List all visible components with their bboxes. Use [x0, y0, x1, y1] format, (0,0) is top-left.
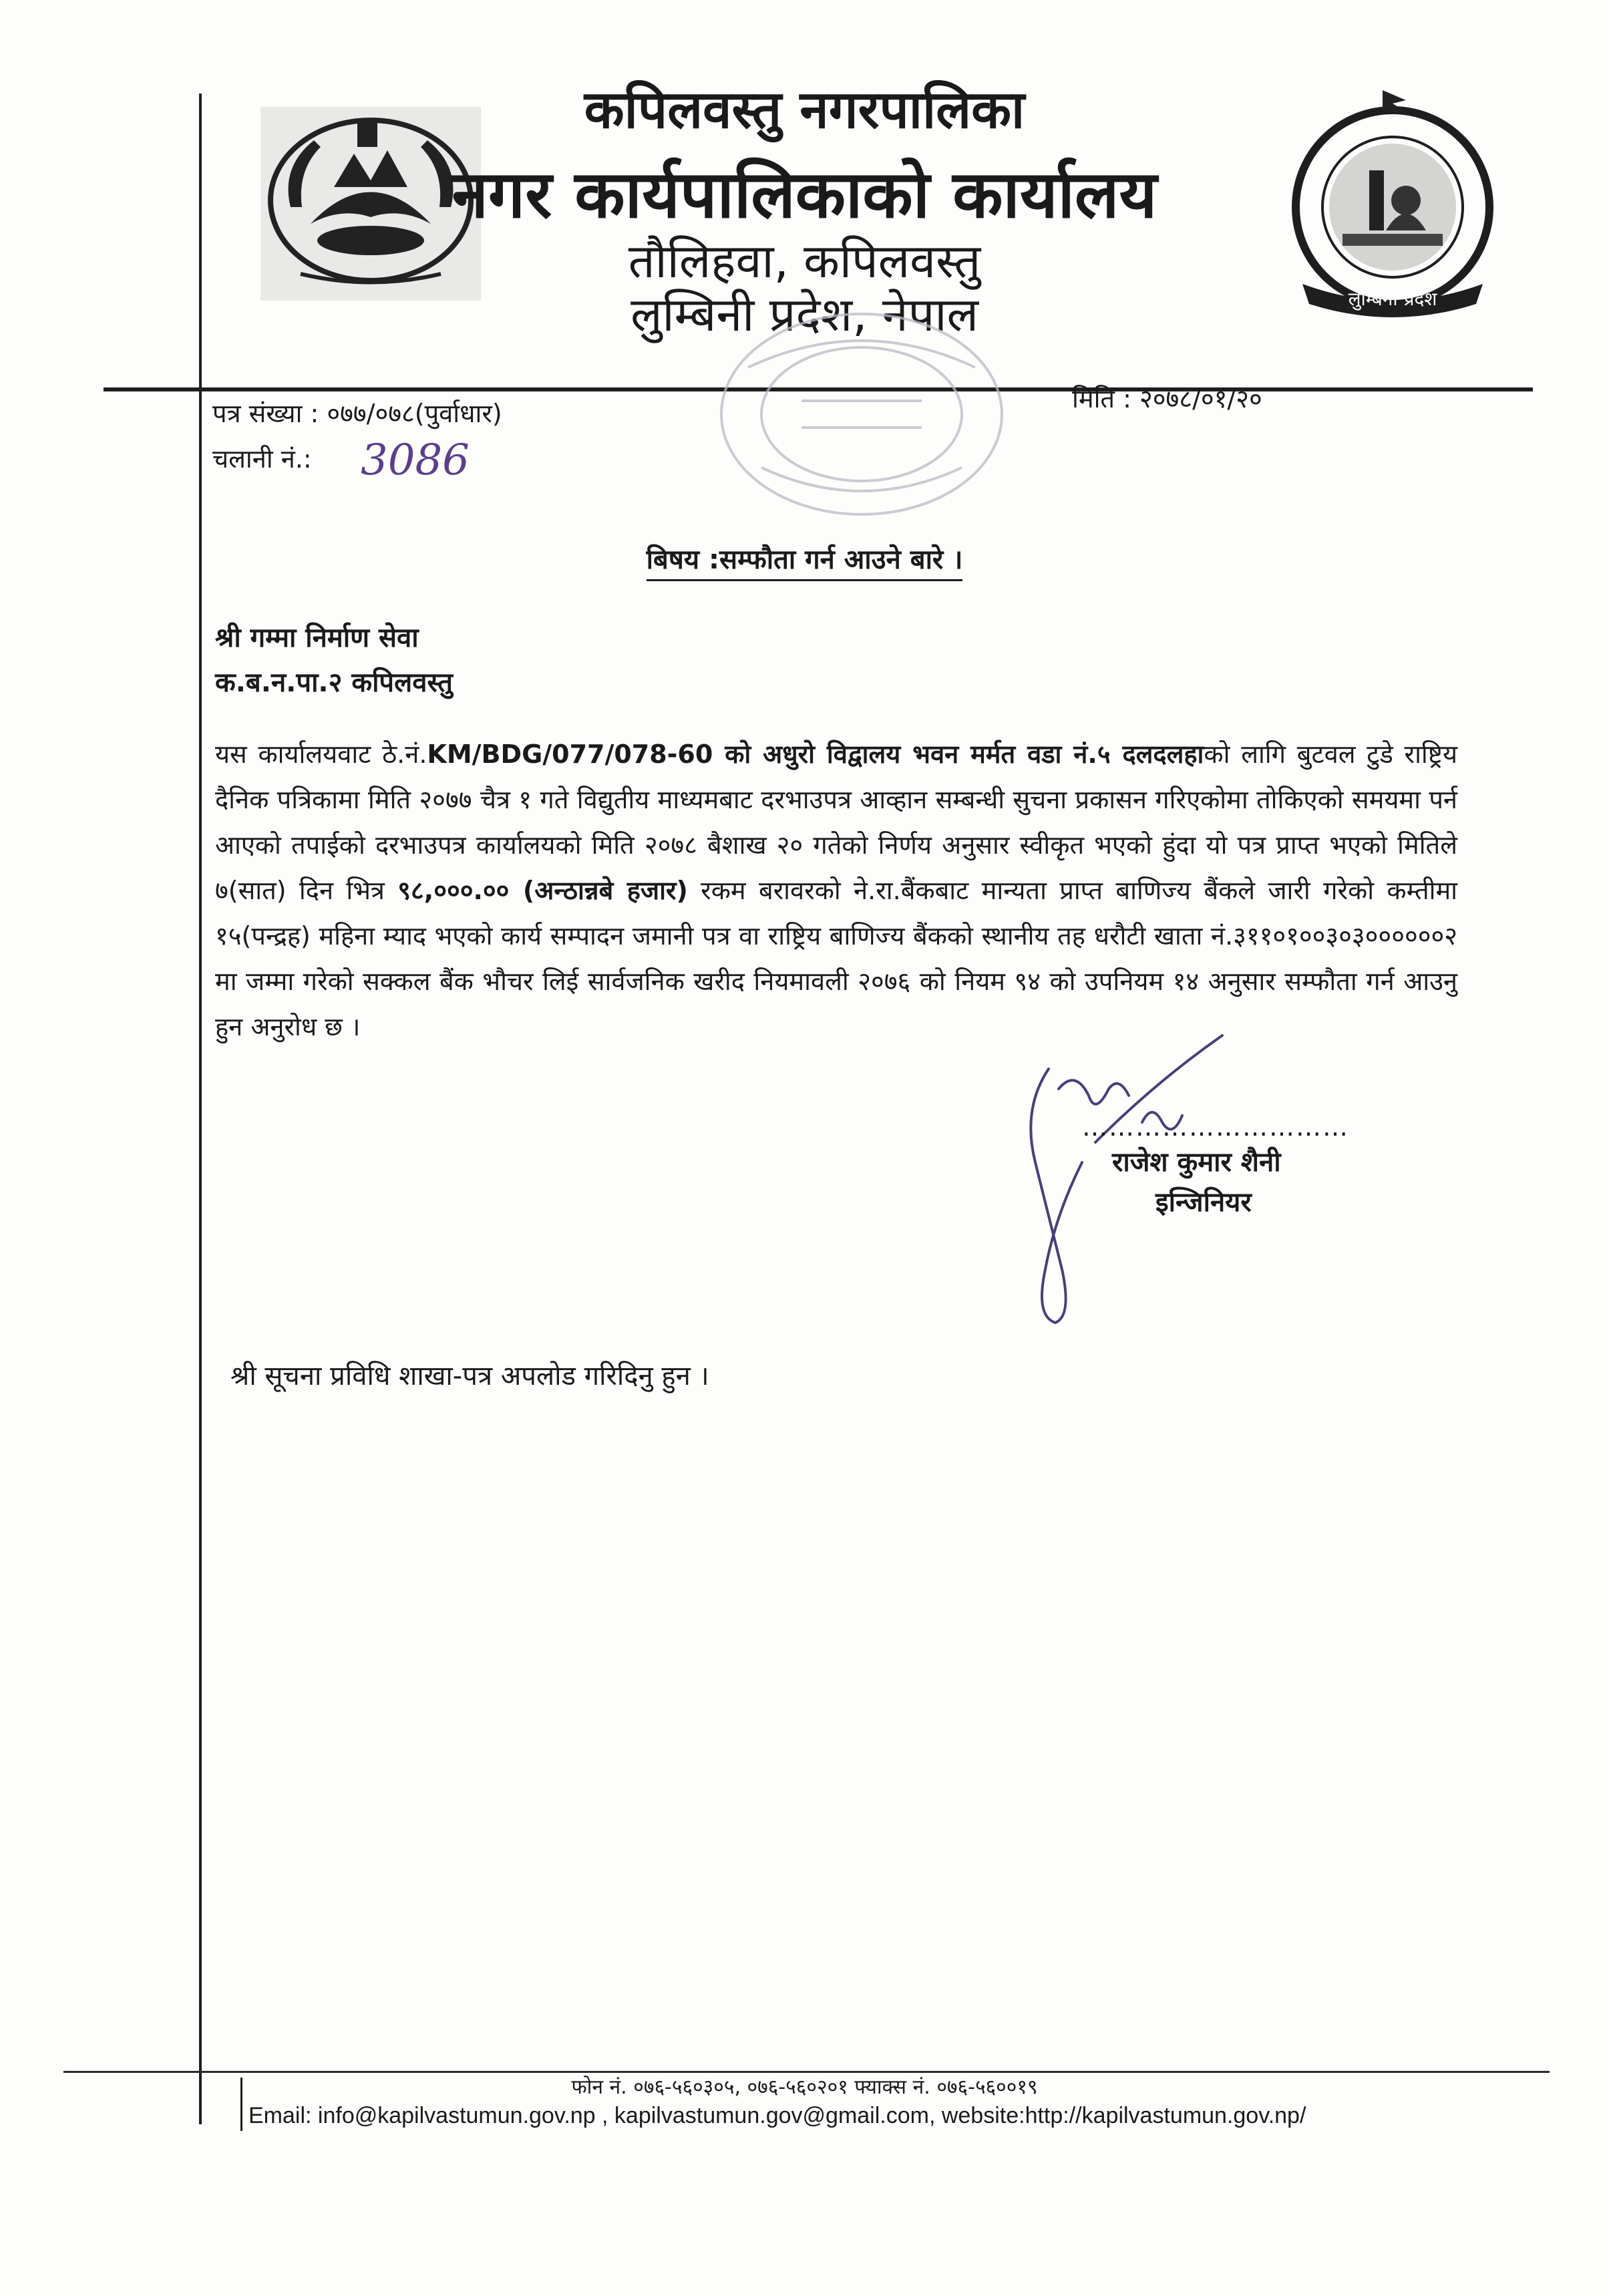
amount: ९८,०००.०० (अन्ठान्नबे हजार)	[397, 876, 688, 905]
subject-line	[0, 540, 1609, 577]
footer-phone-fax: फोन नं. ०७६-५६०३०५, ०७६-५६०२०१ फ्याक्स नं. ०७६-५६००१९	[571, 2076, 1038, 2099]
letter-date: मिति : २०७८/०१/२०	[1072, 384, 1262, 414]
body-main: को लागि बुटवल टुडे राष्ट्रिय दैनिक पत्रिकामा मिति २०७७ चैत्र १ गते विद्युतीय माध्यमबाट दरभाउपत्र आव्हान सम्बन्धी सुचना प्रकासन गरिएकोमा तोकिएको समयमा पर्न आएको तपाईको दरभाउपत्र कार्यालयको मिति २०७८ बैशाख २० गतेको निर्णय अनुसार स्वीकृत भएको हुंदा यो पत्र प्राप्त भएको मितिले ७(सात) दिन भित्र	[215, 740, 1457, 905]
province-country: लुम्बिनी प्रदेश, नेपाल	[631, 287, 978, 342]
contract-number: KM/BDG/077/078-60	[427, 740, 713, 769]
body-intro: यस कार्यालयवाट ठे.नं.	[215, 740, 427, 769]
recipient-address: क.ब.न.पा.२ कपिलवस्तु	[215, 667, 453, 698]
signer-name: राजेश कुमार शैनी	[1112, 1147, 1281, 1178]
subject-text: बिषय :सम्फौता गर्न आउने बारे ।	[647, 544, 963, 581]
dispatch-label: चलानी नं.:	[212, 444, 312, 474]
seal-caption: लुम्बिनी प्रदेश	[1348, 288, 1437, 310]
recipient-name: श्री गम्मा निर्माण सेवा	[215, 623, 419, 653]
municipality-name: कपिलवस्तु नगरपालिका	[584, 80, 1025, 140]
left-margin-rule	[199, 94, 202, 2124]
work-description: को अधुरो विद्वालय भवन मर्मत वडा नं.५ दलदलहा	[713, 740, 1204, 769]
letter-body	[215, 731, 1457, 1049]
office-stamp	[688, 301, 1035, 541]
cc-note: श्री सूचना प्रविधि शाखा-पत्र अपलोड गरिदिनु हुन ।	[230, 1361, 709, 1391]
signature-line: …………………………	[1082, 1112, 1349, 1142]
footer-email-website: Email: info@kapilvastumun.gov.np , kapilvastumun.gov@gmail.com, website:http://kapilvastumun.gov.np/	[248, 2103, 1306, 2128]
office-location: तौलिहवा, कपिलवस्तु	[628, 234, 981, 289]
letter-number: पत्र संख्या : ०७७/०७८(पुर्वाधार)	[212, 399, 502, 428]
body-closing: रकम बरावरको ने.रा.बैंकबाट मान्यता प्राप्त बाणिज्य बैंकले जारी गरेको कम्तीमा १५(पन्द्रह) महिना म्याद भएको कार्य सम्पादन जमानी पत्र वा राष्ट्रिय बाणिज्य बैंकको स्थानीय तह धरौटी खाता नं.३११०१००३०३००००००२ मा जम्मा गरेको सक्कल बैंक भौचर लिई सार्वजनिक खरीद नियमावली २०७६ को नियम ९४ को उपनियम १४ अनुसार सम्फौता गर्न आउनु हुन अनुरोध छ ।	[215, 876, 1458, 1041]
office-name: नगर कार्यपालिकाको कार्यालय	[452, 157, 1157, 233]
signer-title: इन्जिनियर	[1155, 1187, 1252, 1218]
dispatch-number-handwritten: 3086	[361, 436, 470, 485]
